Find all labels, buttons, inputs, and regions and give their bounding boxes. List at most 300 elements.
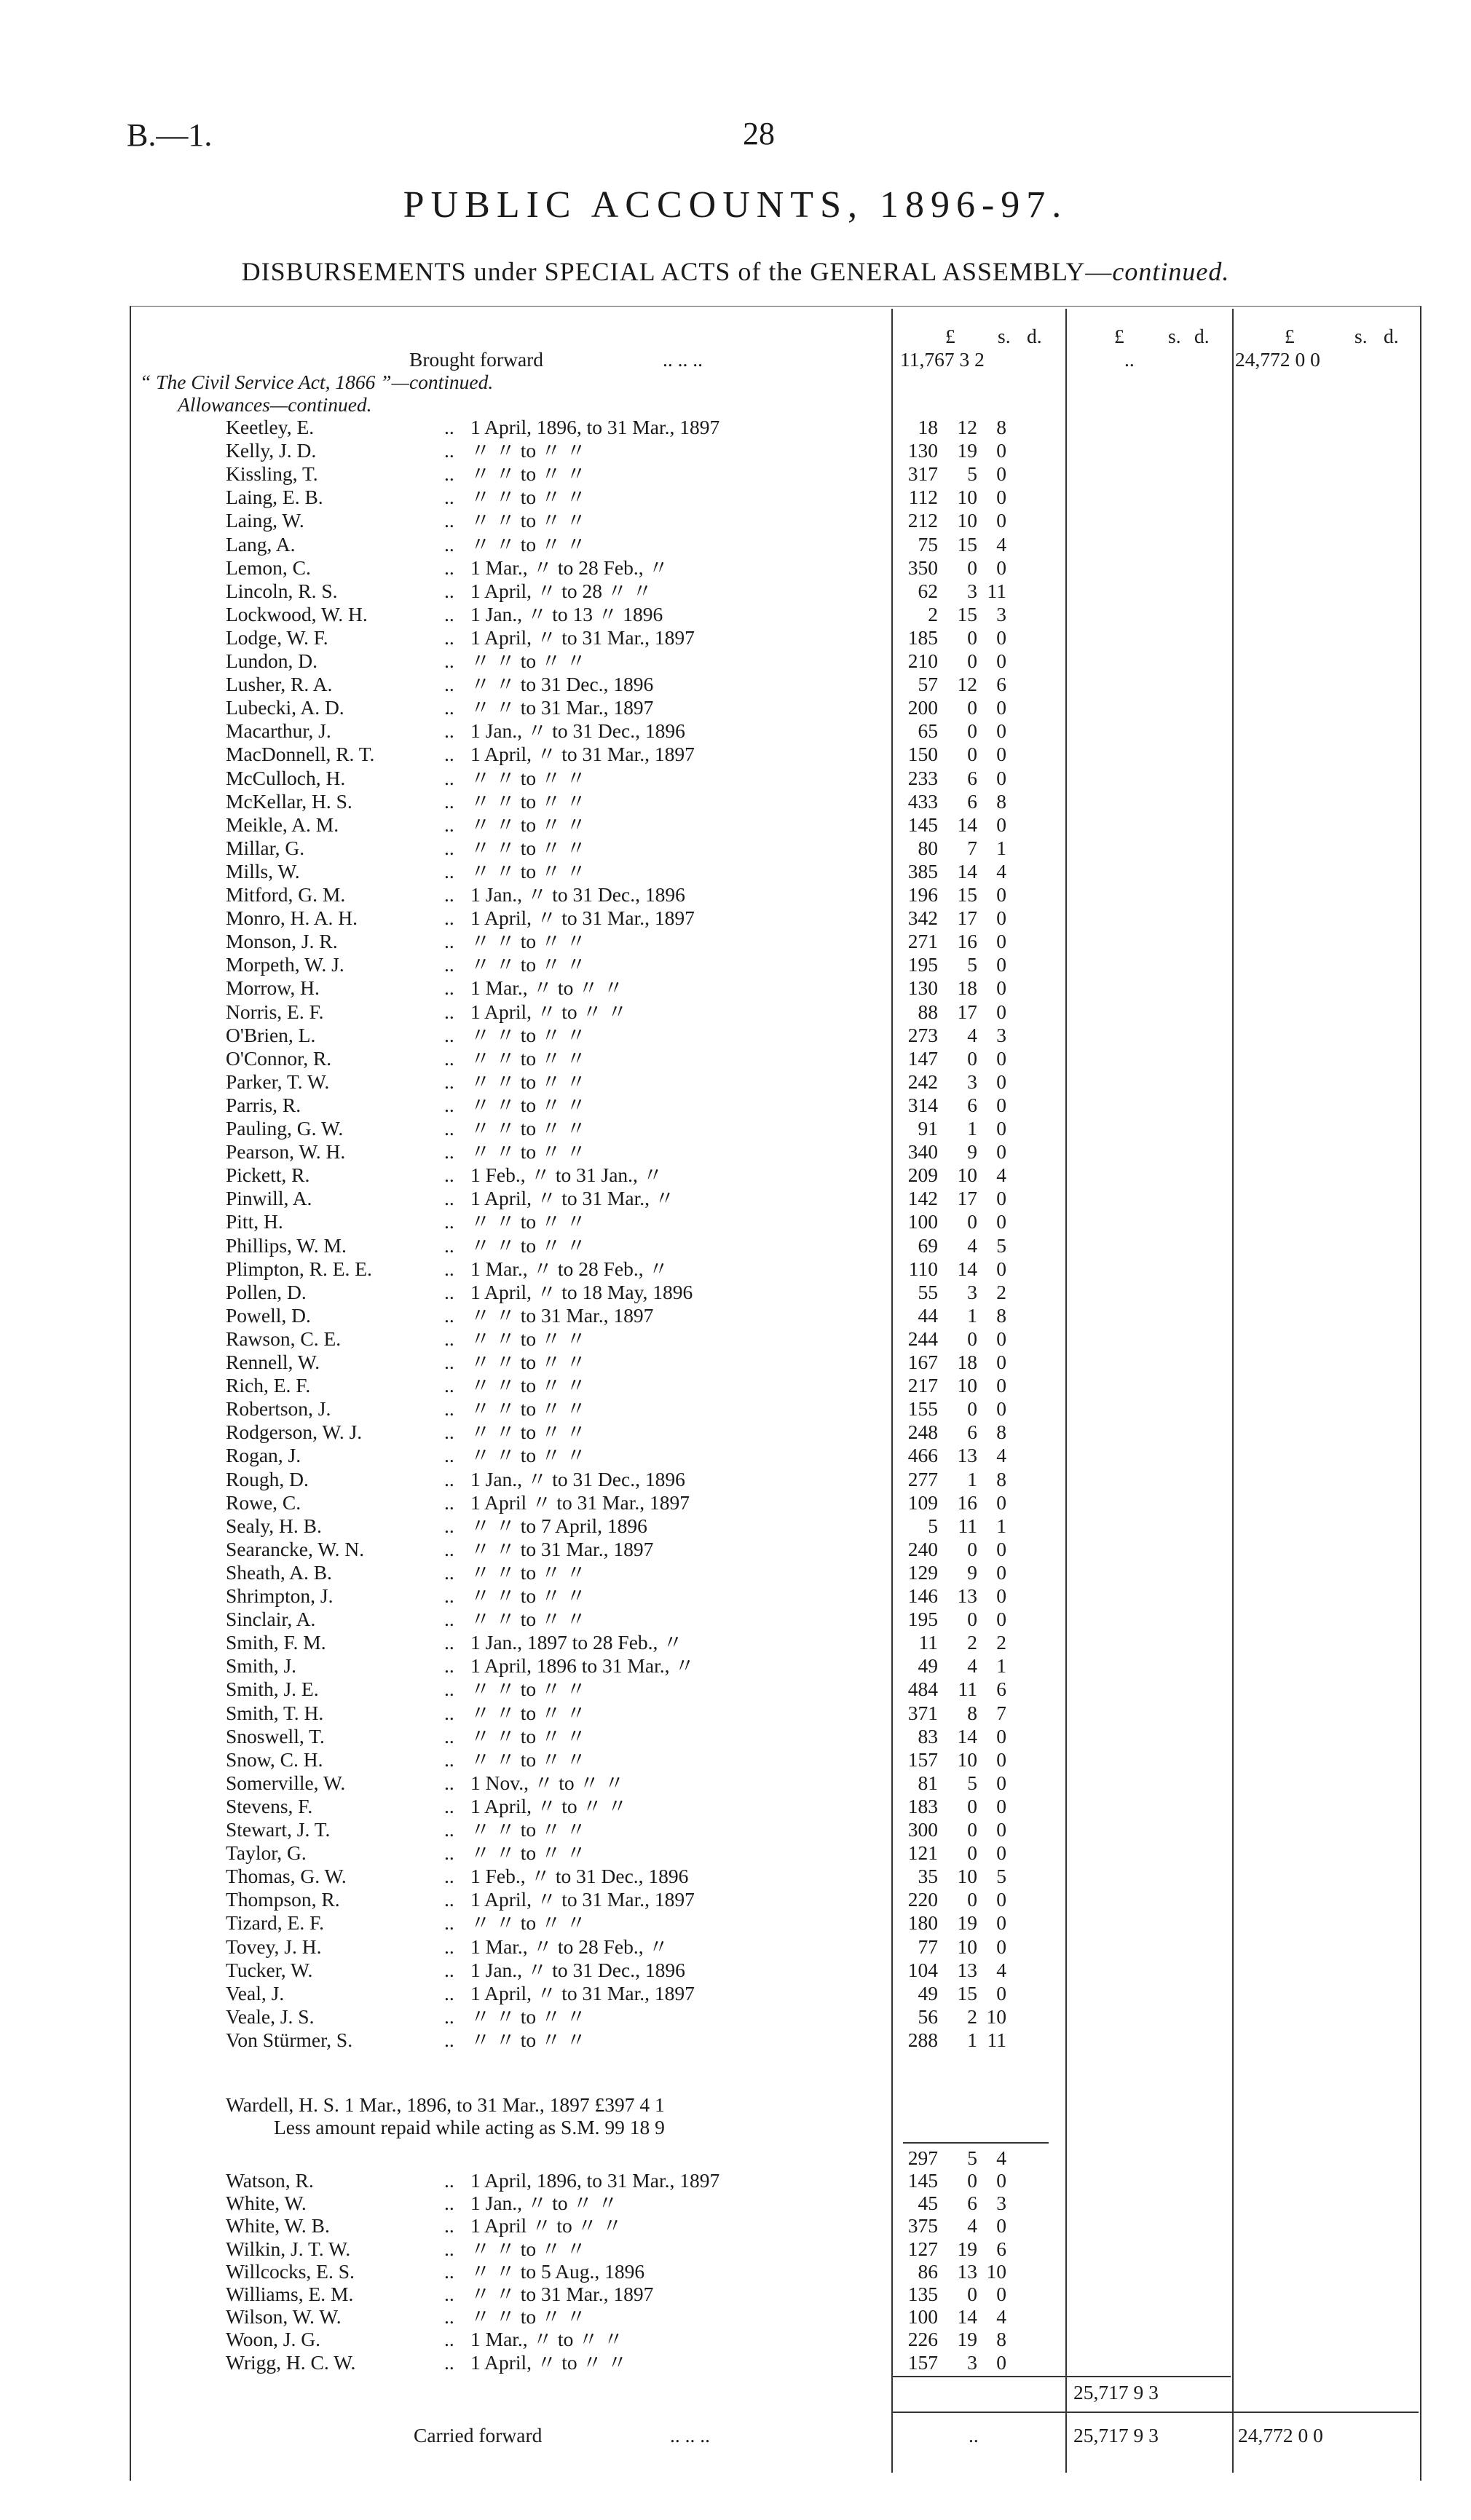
table-row [0, 2305, 1471, 2328]
payee-name: Keetley, E. [226, 416, 315, 438]
amount-pounds: 375 [907, 2214, 938, 2237]
dot-leader: .. [444, 509, 454, 532]
period-text: 1 April, 〃 to 31 Mar., 1897 [470, 907, 695, 930]
table-row [0, 462, 1471, 485]
payee-name: McKellar, H. S. [226, 789, 352, 813]
dot-leader: .. [444, 719, 454, 743]
payee-name: Smith, J. [226, 1654, 297, 1678]
amount-shillings: 2 [967, 2004, 977, 2028]
payee-name: Lockwood, W. H. [226, 602, 368, 625]
carried-forward-label: Carried forward [414, 2424, 543, 2446]
table-row [0, 1000, 1471, 1023]
amount-shillings: 11 [958, 1514, 977, 1537]
payee-name: Thompson, R. [226, 1888, 340, 1911]
payee-name: Sinclair, A. [226, 1608, 316, 1631]
table-row [0, 2169, 1471, 2192]
amount-pounds: 226 [907, 2328, 938, 2351]
amount-pence: 0 [996, 1818, 1006, 1841]
amount-shillings: 1 [967, 1467, 977, 1490]
payee-name: Tucker, W. [226, 1958, 313, 1981]
table-row [0, 1281, 1471, 1303]
amount-pence: 0 [996, 509, 1006, 532]
amount-pence: 11 [987, 2028, 1006, 2051]
header-pounds-3: £ [1285, 325, 1295, 347]
table-row [0, 626, 1471, 649]
dot-leader: .. [444, 789, 454, 813]
amount-pounds: 91 [918, 1117, 938, 1139]
table-row [0, 1795, 1471, 1817]
amount-shillings: 9 [967, 1140, 977, 1164]
dot-leader: .. [444, 1397, 454, 1421]
table-row [0, 1234, 1471, 1257]
dot-leader: .. [444, 1841, 454, 1865]
amount-pence: 0 [996, 976, 1006, 1000]
period-text: 1 April, 1896, to 31 Mar., 1897 [470, 416, 720, 438]
amount-pounds: 100 [907, 2305, 938, 2329]
amount-pence: 0 [996, 2169, 1006, 2192]
amount-pounds: 271 [907, 930, 938, 953]
payee-name: Veal, J. [226, 1981, 285, 2004]
amount-pence: 8 [996, 789, 1006, 813]
table-row [0, 953, 1471, 976]
table-row [0, 1327, 1471, 1350]
table-row [0, 2029, 1471, 2051]
table-row [0, 1351, 1471, 1373]
period-text: 〃 〃 to 〃 〃 [470, 2237, 586, 2260]
brought-forward-col3: 24,772 0 0 [1235, 348, 1320, 371]
table-row [0, 2237, 1471, 2260]
amount-shillings: 0 [967, 1794, 977, 1817]
amount-pence: 4 [996, 1164, 1006, 1187]
period-text: 〃 〃 to 〃 〃 [470, 836, 586, 859]
amount-pence: 4 [996, 859, 1006, 882]
amount-pounds: 350 [907, 556, 938, 579]
table-row [0, 1140, 1471, 1163]
header-pence-3: d. [1384, 325, 1399, 347]
amount-pounds: 81 [918, 1771, 938, 1794]
carried-forward-row [0, 2424, 1471, 2446]
dot-leader: .. [444, 2237, 454, 2260]
table-row [0, 2260, 1471, 2283]
amount-pence: 4 [996, 532, 1006, 556]
dot-leader: .. [444, 1117, 454, 1139]
dot-leader: .. [444, 486, 454, 509]
amount-pounds: 277 [907, 1467, 938, 1490]
table-row [0, 1702, 1471, 1724]
period-text: 〃 〃 to 〃 〃 [470, 532, 586, 556]
period-text: 〃 〃 to 〃 〃 [470, 649, 586, 672]
dot-leader: .. [444, 2028, 454, 2051]
period-text: 〃 〃 to 〃 〃 [470, 930, 586, 953]
amount-pence: 0 [996, 1724, 1006, 1747]
table-row [0, 1117, 1471, 1139]
carried-rule [893, 2412, 1419, 2413]
dot-leader: .. [444, 1701, 454, 1724]
amount-shillings: 6 [967, 2192, 977, 2215]
dot-leader: .. [444, 1210, 454, 1233]
dot-leader: .. [444, 1560, 454, 1584]
amount-pence: 1 [996, 1654, 1006, 1678]
amount-pence: 8 [996, 1421, 1006, 1444]
table-row [0, 860, 1471, 882]
document-code: B.—1. [127, 117, 213, 153]
amount-pence: 0 [996, 1490, 1006, 1514]
subtitle-main: DISBURSEMENTS under SPECIAL ACTS of the GENERAL ASSEMBLY— [241, 257, 1113, 286]
amount-pence: 0 [996, 1794, 1006, 1817]
dot-leader: .. [444, 1747, 454, 1771]
table-row [0, 1771, 1471, 1794]
dot-leader: .. [444, 813, 454, 836]
amount-shillings: 14 [957, 1257, 977, 1280]
period-text: 〃 〃 to 〃 〃 [470, 1351, 586, 1373]
period-text: 1 April, 〃 to 31 Mar., 〃 [470, 1187, 675, 1210]
amount-pounds: 2 [928, 602, 938, 625]
amount-shillings: 2 [967, 1631, 977, 1654]
subtotal-col2: 25,717 9 3 [1073, 2381, 1159, 2404]
amount-shillings: 6 [967, 1093, 977, 1116]
payee-name: Veale, J. S. [226, 2004, 315, 2028]
dot-leader: .. [444, 1865, 454, 1888]
table-row [0, 580, 1471, 602]
period-text: 〃 〃 to 〃 〃 [470, 509, 586, 532]
dot-leader: .. [444, 1935, 454, 1958]
amount-pence: 0 [996, 1117, 1006, 1139]
table-row [0, 1748, 1471, 1771]
payee-name: Lemon, C. [226, 556, 311, 579]
amount-pounds: 56 [918, 2004, 938, 2028]
carried-forward-col3: 24,772 0 0 [1238, 2424, 1323, 2446]
period-text: 〃 〃 to 〃 〃 [470, 1911, 586, 1935]
amount-pounds: 75 [918, 532, 938, 556]
amount-pence: 0 [996, 2283, 1006, 2305]
period-text: 1 Jan., 1897 to 28 Feb., 〃 [470, 1631, 683, 1654]
header-shillings-2: s. [1168, 325, 1181, 347]
payee-name: Thomas, G. W. [226, 1865, 347, 1888]
dot-leader: .. [444, 1608, 454, 1631]
period-text: 1 April 〃 to 〃 〃 [470, 2214, 623, 2237]
amount-pence: 0 [996, 696, 1006, 719]
payee-name: Lusher, R. A. [226, 673, 333, 696]
period-text: 1 Feb., 〃 to 31 Dec., 1896 [470, 1865, 689, 1888]
dot-leader: .. [444, 1093, 454, 1116]
amount-pounds: 5 [928, 1514, 938, 1537]
wardell-pounds: 297 [907, 2146, 938, 2169]
header-pounds-2: £ [1114, 325, 1124, 347]
amount-pence: 0 [996, 1351, 1006, 1373]
amount-shillings: 10 [957, 1865, 977, 1888]
brought-forward-col1: 11,767 3 2 [900, 348, 985, 371]
payee-name: Millar, G. [226, 836, 305, 859]
period-text: 〃 〃 to 〃 〃 [470, 1608, 586, 1631]
table-row [0, 603, 1471, 625]
dot-leader: .. [444, 1303, 454, 1327]
amount-pounds: 288 [907, 2028, 938, 2051]
payee-name: Pauling, G. W. [226, 1117, 344, 1139]
allowances-heading: Allowances—continued. [178, 393, 372, 416]
wardell-repaid: Less amount repaid while acting as S.M. 99 18 9 [274, 2116, 665, 2138]
amount-pounds: 433 [907, 789, 938, 813]
table-row [0, 1187, 1471, 1209]
table-row [0, 2283, 1471, 2305]
amount-pounds: 217 [907, 1374, 938, 1397]
period-text: 〃 〃 to 〃 〃 [470, 1023, 586, 1046]
amount-pence: 0 [996, 625, 1006, 649]
amount-shillings: 1 [967, 1117, 977, 1139]
amount-pounds: 127 [907, 2237, 938, 2260]
table-row [0, 1468, 1471, 1490]
period-text: 〃 〃 to 〃 〃 [470, 859, 586, 882]
table-row [0, 556, 1471, 579]
period-text: 〃 〃 to 〃 〃 [470, 1117, 586, 1139]
period-text: 〃 〃 to 〃 〃 [470, 462, 586, 486]
wardell-pence: 4 [996, 2146, 1006, 2169]
payee-name: Stewart, J. T. [226, 1818, 331, 1841]
payee-name: Wilson, W. W. [226, 2305, 342, 2329]
table-row [0, 1888, 1471, 1911]
payee-name: Tovey, J. H. [226, 1935, 322, 1958]
amount-pounds: 145 [907, 813, 938, 836]
amount-pounds: 135 [907, 2283, 938, 2305]
amount-pence: 8 [996, 1467, 1006, 1490]
dot-leader: .. [444, 1467, 454, 1490]
period-text: 〃 〃 to 〃 〃 [470, 1678, 586, 1701]
dot-leader: .. [444, 556, 454, 579]
period-text: 1 Jan., 〃 to 13 〃 1896 [470, 602, 663, 625]
carried-forward-col1: .. [969, 2424, 979, 2446]
amount-pounds: 109 [907, 1490, 938, 1514]
table-row [0, 1654, 1471, 1677]
payee-name: Norris, E. F. [226, 1000, 324, 1023]
dot-leader: .. [444, 2214, 454, 2237]
amount-shillings: 12 [957, 673, 977, 696]
header-shillings-1: s. [998, 325, 1011, 347]
amount-pence: 6 [996, 673, 1006, 696]
period-text: 1 April, 〃 to 31 Mar., 1897 [470, 743, 695, 766]
amount-shillings: 0 [967, 1327, 977, 1350]
amount-shillings: 19 [957, 439, 977, 462]
dot-leader: .. [444, 930, 454, 953]
amount-pence: 0 [996, 1981, 1006, 2004]
payee-name: Mills, W. [226, 859, 300, 882]
table-row [0, 1374, 1471, 1397]
payee-name: Rennell, W. [226, 1351, 320, 1373]
amount-pounds: 385 [907, 859, 938, 882]
amount-shillings: 19 [957, 1911, 977, 1935]
amount-pounds: 44 [918, 1303, 938, 1327]
payee-name: Lubecki, A. D. [226, 696, 344, 719]
wardell-shillings: 5 [967, 2146, 977, 2169]
table-row [0, 1725, 1471, 1747]
table-row [0, 2214, 1471, 2237]
amount-pence: 1 [996, 836, 1006, 859]
amount-pounds: 83 [918, 1724, 938, 1747]
amount-pounds: 104 [907, 1958, 938, 1981]
amount-pounds: 242 [907, 1070, 938, 1093]
period-text: 〃 〃 to 〃 〃 [470, 1584, 586, 1607]
dot-leader: .. [444, 2192, 454, 2215]
amount-pounds: 220 [907, 1888, 938, 1911]
header-shillings-3: s. [1354, 325, 1368, 347]
amount-pounds: 11 [918, 1631, 938, 1654]
amount-pounds: 57 [918, 673, 938, 696]
amount-pounds: 210 [907, 649, 938, 672]
period-text: 1 Mar., 〃 to 28 Feb., 〃 [470, 1935, 669, 1958]
subtitle-continued: continued. [1112, 257, 1230, 286]
payee-name: Laing, E. B. [226, 486, 323, 509]
period-text: 1 April 〃 to 31 Mar., 1897 [470, 1490, 690, 1514]
period-text: 〃 〃 to 〃 〃 [470, 1327, 586, 1350]
period-text: 〃 〃 to 〃 〃 [470, 1140, 586, 1164]
amount-shillings: 0 [967, 1046, 977, 1070]
payee-name: Pickett, R. [226, 1164, 310, 1187]
period-text: 〃 〃 to 31 Mar., 1897 [470, 696, 654, 719]
amount-pounds: 248 [907, 1421, 938, 1444]
dot-leader: .. [444, 1514, 454, 1537]
period-text: 〃 〃 to 〃 〃 [470, 1747, 586, 1771]
dot-leader: .. [444, 1187, 454, 1210]
dot-leader: .. [444, 2283, 454, 2305]
amount-pence: 0 [996, 1888, 1006, 1911]
amount-pence: 0 [996, 1747, 1006, 1771]
table-row [0, 1070, 1471, 1093]
amount-shillings: 5 [967, 462, 977, 486]
period-text: 〃 〃 to 〃 〃 [470, 766, 586, 789]
amount-pence: 2 [996, 1631, 1006, 1654]
table-row [0, 1935, 1471, 1958]
amount-pounds: 155 [907, 1397, 938, 1421]
payee-name: Smith, F. M. [226, 1631, 326, 1654]
payee-name: Williams, E. M. [226, 2283, 354, 2305]
amount-shillings: 13 [957, 1584, 977, 1607]
payee-name: Smith, J. E. [226, 1678, 319, 1701]
period-text: 〃 〃 to 〃 〃 [470, 1233, 586, 1257]
amount-shillings: 0 [967, 696, 977, 719]
amount-pence: 4 [996, 1958, 1006, 1981]
amount-pence: 2 [996, 1280, 1006, 1303]
amount-pence: 0 [996, 766, 1006, 789]
amount-pence: 0 [996, 1608, 1006, 1631]
period-text: 1 April, 〃 to 〃 〃 [470, 1794, 628, 1817]
period-text: 〃 〃 to 〃 〃 [470, 1070, 586, 1093]
amount-pounds: 484 [907, 1678, 938, 1701]
amount-pounds: 212 [907, 509, 938, 532]
table-row [0, 1911, 1471, 1934]
table-row [0, 416, 1471, 438]
amount-shillings: 0 [967, 1841, 977, 1865]
period-text: 〃 〃 to 31 Mar., 1897 [470, 1537, 654, 1560]
payee-name: Phillips, W. M. [226, 1233, 347, 1257]
dot-leader: .. [444, 1046, 454, 1070]
dot-leader: .. [444, 1981, 454, 2004]
payee-name: Morpeth, W. J. [226, 953, 344, 976]
amount-pounds: 195 [907, 1608, 938, 1631]
amount-pounds: 49 [918, 1981, 938, 2004]
payee-name: Pinwill, A. [226, 1187, 312, 1210]
payee-name: Wilkin, J. T. W. [226, 2237, 351, 2260]
payee-name: Taylor, G. [226, 1841, 307, 1865]
wardell-net-row [0, 2146, 1471, 2169]
dot-leader: .. [444, 625, 454, 649]
amount-shillings: 12 [957, 416, 977, 438]
amount-shillings: 0 [967, 2283, 977, 2305]
amount-pounds: 77 [918, 1935, 938, 1958]
payee-name: Searancke, W. N. [226, 1537, 365, 1560]
amount-shillings: 10 [957, 509, 977, 532]
table-row [0, 1865, 1471, 1887]
period-text: 〃 〃 to 〃 〃 [470, 2004, 586, 2028]
payee-name: Pearson, W. H. [226, 1140, 346, 1164]
period-text: 1 April, 1896, to 31 Mar., 1897 [470, 2169, 720, 2192]
period-text: 1 April, 〃 to 〃 〃 [470, 2350, 628, 2374]
amount-pounds: 69 [918, 1233, 938, 1257]
amount-pence: 0 [996, 813, 1006, 836]
wardell-rule [903, 2142, 1049, 2144]
amount-pence: 0 [996, 649, 1006, 672]
table-row [0, 1024, 1471, 1046]
amount-shillings: 10 [957, 1747, 977, 1771]
amount-shillings: 0 [967, 1888, 977, 1911]
dot-leader: .. [444, 1444, 454, 1467]
period-text: 1 Jan., 〃 to 31 Dec., 1896 [470, 1958, 685, 1981]
amount-shillings: 6 [967, 766, 977, 789]
dot-leader: .. [444, 602, 454, 625]
period-text: 〃 〃 to 〃 〃 [470, 2305, 586, 2329]
amount-shillings: 13 [957, 1444, 977, 1467]
amount-pence: 0 [996, 1560, 1006, 1584]
payee-name: Stevens, F. [226, 1794, 313, 1817]
amount-shillings: 19 [957, 2237, 977, 2260]
payee-name: Parris, R. [226, 1093, 301, 1116]
payee-name: Kissling, T. [226, 462, 318, 486]
amount-pence: 10 [986, 2004, 1006, 2028]
table-row [0, 439, 1471, 462]
table-row [0, 1608, 1471, 1630]
period-text: 〃 〃 to 〃 〃 [470, 1560, 586, 1584]
payee-name: Rodgerson, W. J. [226, 1421, 363, 1444]
amount-shillings: 14 [957, 859, 977, 882]
dot-leader: .. [444, 1678, 454, 1701]
amount-pounds: 49 [918, 1654, 938, 1678]
amount-shillings: 15 [957, 602, 977, 625]
amount-pence: 0 [996, 1537, 1006, 1560]
table-row [0, 2328, 1471, 2350]
amount-pence: 8 [996, 416, 1006, 438]
amount-shillings: 17 [957, 1000, 977, 1023]
amount-pence: 0 [996, 1841, 1006, 1865]
table-row [0, 2192, 1471, 2214]
payee-name: Rough, D. [226, 1467, 309, 1490]
amount-pence: 0 [996, 930, 1006, 953]
amount-pence: 0 [996, 462, 1006, 486]
dot-leader: .. [444, 439, 454, 462]
amount-pence: 7 [996, 1701, 1006, 1724]
dot-leader: .. [444, 579, 454, 602]
amount-shillings: 7 [967, 836, 977, 859]
period-text: 1 April, 〃 to 31 Mar., 1897 [470, 625, 695, 649]
amount-pence: 0 [996, 1327, 1006, 1350]
amount-pence: 10 [986, 2259, 1006, 2283]
payee-name: O'Brien, L. [226, 1023, 316, 1046]
carried-forward-leader: .. .. .. [670, 2424, 710, 2446]
payee-name: Watson, R. [226, 2169, 314, 2192]
dot-leader: .. [444, 696, 454, 719]
amount-pence: 0 [996, 1374, 1006, 1397]
amount-pence: 4 [996, 1444, 1006, 1467]
dot-leader: .. [444, 1888, 454, 1911]
payee-name: White, W. [226, 2192, 307, 2215]
amount-pence: 0 [996, 1046, 1006, 1070]
amount-pounds: 183 [907, 1794, 938, 1817]
